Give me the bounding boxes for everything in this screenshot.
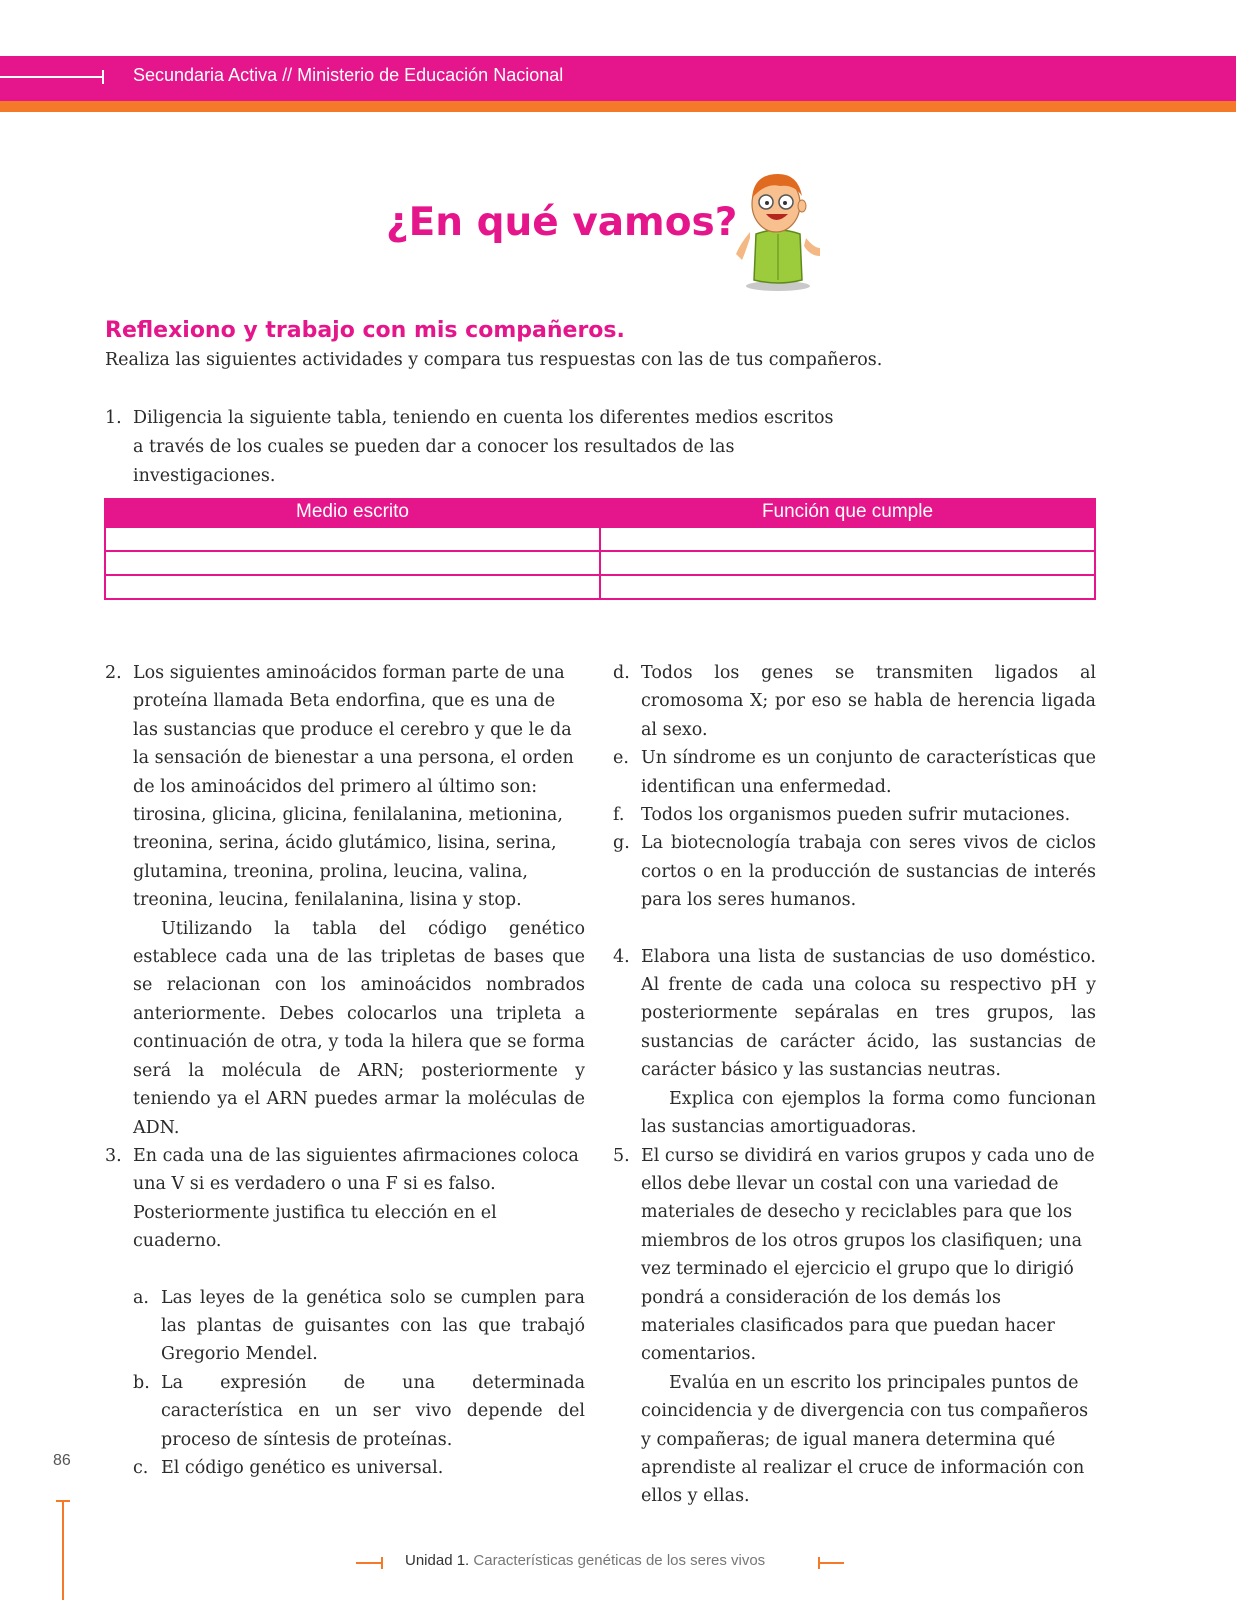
mascot-illustration <box>728 168 828 292</box>
statement-text: Las leyes de la genética solo se cumplen para las plantas de guisantes con las que trabajó Gregorio Mendel. <box>161 1287 585 1365</box>
table-header-medio: Medio escrito <box>105 498 600 527</box>
question-4-paragraph-2: Explica con ejemplos la forma como funcionan las sustancias amortiguadoras. <box>641 1088 1096 1138</box>
section-heading: Reflexiono y trabajo con mis compañeros. <box>105 318 625 343</box>
footer-unit-title: Características genéticas de los seres vivos <box>473 1552 766 1569</box>
table-cell[interactable] <box>600 527 1095 551</box>
statement-letter: e. <box>613 748 629 769</box>
statement-b <box>105 1369 585 1454</box>
question-2-paragraph-2: Utilizando la tabla del código genético establece cada una de las tripletas de bases que se relacionan con los aminoácidos nombrados anteriormente. Debes colocarlos una tripleta a continuación de otra, y toda la hilera que se forma será la molécula de ARN; posteriormente y teniendo ya el ARN puedes armar la moléculas de ADN. <box>133 918 585 1138</box>
question-text: Diligencia la siguiente tabla, teniendo en cuenta los diferentes medios escritos a través de los cuales se pueden dar a conocer los resultados de las investigaciones. <box>133 408 834 486</box>
question-1 <box>105 404 845 491</box>
page-margin-rule-tick <box>56 1500 70 1502</box>
table-cell[interactable] <box>600 575 1095 599</box>
header-accent-stripe <box>0 101 1236 112</box>
question-number: 5. <box>613 1145 630 1166</box>
statement-letter: f. <box>613 805 625 826</box>
statement-text: La expresión de una determinada característica en un ser vivo depende del proceso de síntesis de proteínas. <box>161 1372 585 1450</box>
page-margin-rule <box>62 1500 64 1600</box>
statement-letter: c. <box>133 1457 149 1478</box>
statement-text: Todos los organismos pueden sufrir mutaciones. <box>641 805 1071 826</box>
table-cell[interactable] <box>105 551 600 575</box>
question-number: 2. <box>105 663 122 683</box>
statement-c <box>105 1454 585 1482</box>
statement-letter: b. <box>133 1372 150 1393</box>
statement-text: Un síndrome es un conjunto de características que identifican una enfermedad. <box>641 748 1096 797</box>
table-cell[interactable] <box>105 527 600 551</box>
table-row <box>105 527 1095 551</box>
statement-text: El código genético es universal. <box>161 1457 444 1478</box>
question-2 <box>105 659 585 1142</box>
statement-e <box>613 744 1096 801</box>
table-cell[interactable] <box>105 575 600 599</box>
statement-a <box>105 1284 585 1369</box>
statement-g <box>613 829 1096 914</box>
header-rule <box>0 76 104 78</box>
statement-text: Todos los genes se transmiten ligados al cromosoma X; por eso se habla de herencia ligada al sexo. <box>641 663 1096 740</box>
question-number: 4. <box>613 946 630 967</box>
question-4 <box>613 943 1096 1142</box>
section-intro: Realiza las siguientes actividades y compara tus respuestas con las de tus compañeros. <box>105 350 883 370</box>
table-row <box>105 575 1095 599</box>
question-3 <box>105 1142 585 1256</box>
header-text: Secundaria Activa // Ministerio de Educación Nacional <box>133 65 564 85</box>
page-title: ¿En qué vamos? <box>386 200 738 245</box>
question-5 <box>613 1142 1096 1511</box>
statement-letter: d. <box>613 663 630 683</box>
question-5-paragraph-2: Evalúa en un escrito los principales puntos de coincidencia y de divergencia con tus compañeros y compañeras; de igual manera determina qué aprendiste al realizar el cruce de información con ellos y ellas. <box>641 1372 1089 1507</box>
question-3-text: En cada una de las siguientes afirmaciones coloca una V si es verdadero o una F si es falso. Posteriormente justifica tu elección en el cuaderno. <box>133 1145 579 1252</box>
statement-text: La biotecnología trabaja con seres vivos de ciclos cortos o en la producción de sustancias de interés para los seres humanos. <box>641 833 1096 911</box>
footer-unit <box>405 1552 765 1569</box>
footer-rule-left-tick <box>381 1557 383 1569</box>
statement-d <box>613 659 1096 744</box>
question-number: 1. <box>105 408 122 428</box>
footer-rule-right <box>818 1562 844 1564</box>
table-row <box>105 551 1095 575</box>
footer-rule-left <box>356 1562 382 1564</box>
table-cell[interactable] <box>600 551 1095 575</box>
question-2-paragraph-1: Los siguientes aminoácidos forman parte de una proteína llamada Beta endorfina, que es una de las sustancias que produce el cerebro y que le da la sensación de bienestar a una persona, el orden de los aminoácidos del primero al último son: tirosina, glicina, glicina, fenilalanina, metionina, treonina, serina, ácido glutámico, lisina, serina, glutamina, treonina, prolina, leucina, valina, treonina, leucina, fenilalanina, lisina y stop. <box>133 663 574 911</box>
footer-unit-label: Unidad 1. <box>405 1552 470 1569</box>
statement-letter: a. <box>133 1287 149 1308</box>
page-number: 86 <box>53 1452 71 1469</box>
right-column <box>613 659 1096 1511</box>
question-4-paragraph-1: Elabora una lista de sustancias de uso doméstico. Al frente de cada una coloca su respectivo pH y posteriormente sepáralas en tres grupos, las sustancias de carácter ácido, las sustancias de carácter básico y las sustancias neutras. <box>641 946 1096 1081</box>
statement-f <box>613 801 1096 829</box>
statement-letter: g. <box>613 833 630 854</box>
header-rule-tick <box>102 70 104 84</box>
left-column <box>105 659 585 1482</box>
table-header-funcion: Función que cumple <box>600 498 1095 527</box>
media-table <box>104 498 1096 600</box>
question-5-paragraph-1: El curso se dividirá en varios grupos y cada uno de ellos debe llevar un costal con una variedad de materiales de desecho y reciclables para que los miembros de los otros grupos los clasifiquen; una vez terminado el ejercicio el grupo que lo dirigió pondrá a consideración de los demás los materiales clasificados para que puedan hacer comentarios. <box>641 1145 1095 1365</box>
question-number: 3. <box>105 1145 122 1166</box>
